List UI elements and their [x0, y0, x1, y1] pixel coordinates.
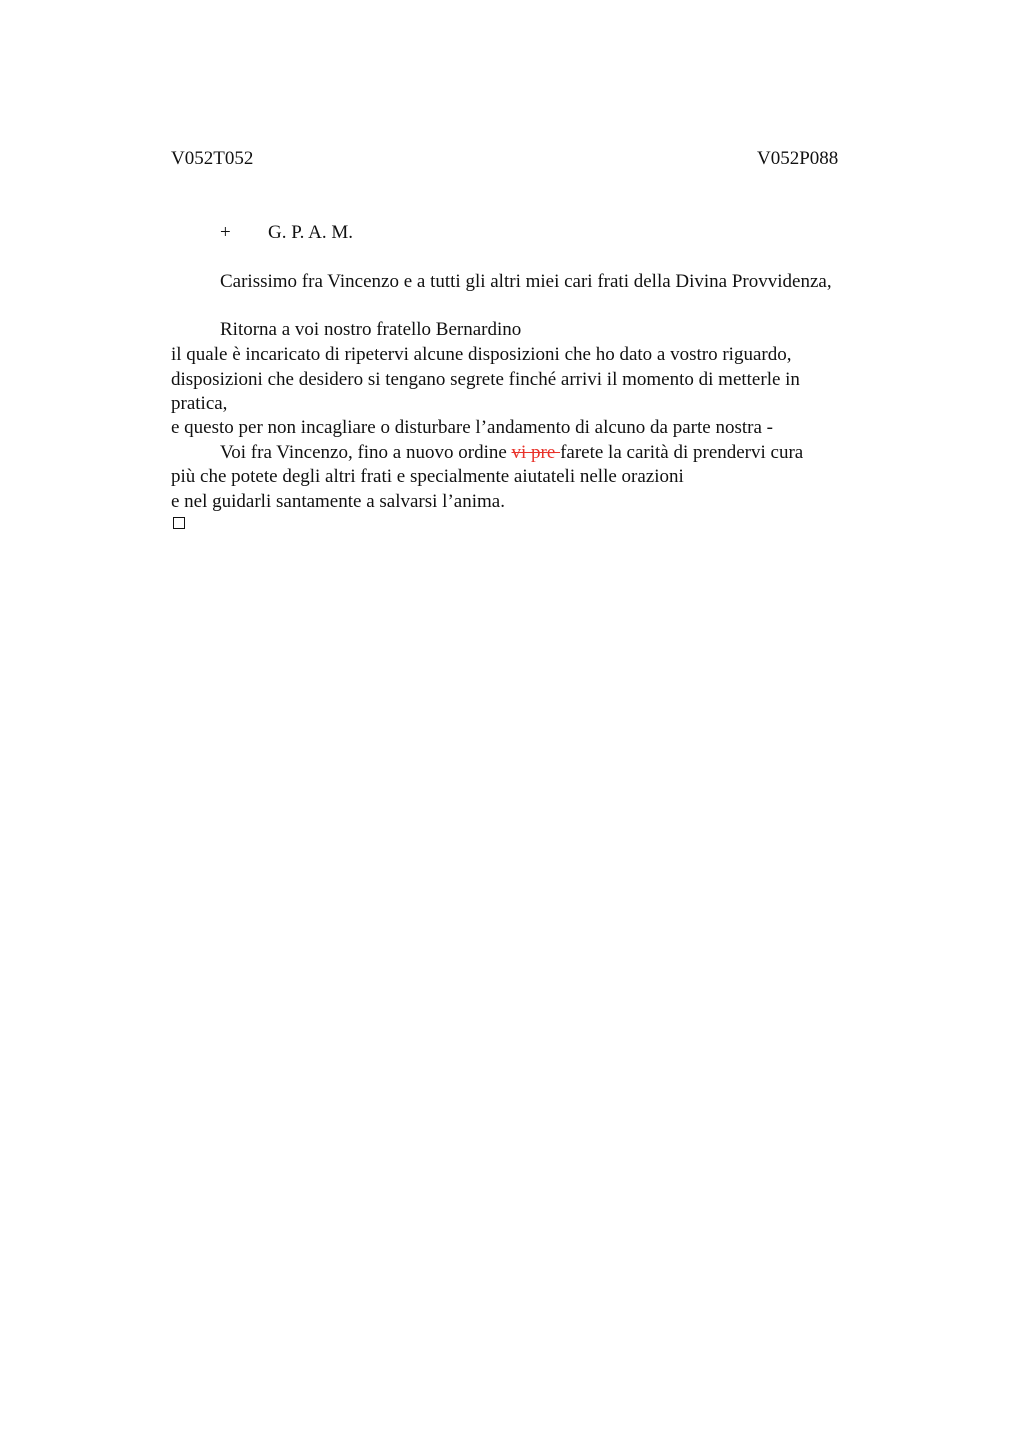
body-line-3: disposizioni che desidero si tengano segrete finché arrivi il momento di metterle in — [171, 369, 800, 390]
body-line-1: Ritorna a voi nostro fratello Bernardino — [220, 319, 522, 340]
header-right-code: V052P088 — [757, 148, 839, 169]
body-line-7: più che potete degli altri frati e specialmente aiutateli nelle orazioni — [171, 466, 684, 487]
body-line-6 — [220, 441, 803, 465]
body-line-8: e nel guidarli santamente a salvarsi l’anima. — [171, 491, 505, 512]
end-box-icon — [173, 517, 185, 529]
body-line-6-after: farete la carità di prendervi cura — [560, 442, 804, 463]
body-line-5: e questo per non incagliare o disturbare l’andamento di alcuno da parte nostra - — [171, 417, 773, 438]
invocation-text: G. P. A. M. — [268, 222, 353, 243]
body-line-6-before: Voi fra Vincenzo, fino a nuovo ordine — [220, 442, 512, 463]
header-left-code: V052T052 — [171, 148, 254, 169]
invocation-cross: + — [220, 222, 231, 243]
struck-correction: vi pre — [511, 442, 561, 463]
body-line-2: il quale è incaricato di ripetervi alcune disposizioni che ho dato a vostro riguardo, — [171, 344, 792, 365]
body-line-4: pratica, — [171, 393, 228, 414]
salutation: Carissimo fra Vincenzo e a tutti gli altri miei cari frati della Divina Provvidenza, — [220, 271, 832, 292]
